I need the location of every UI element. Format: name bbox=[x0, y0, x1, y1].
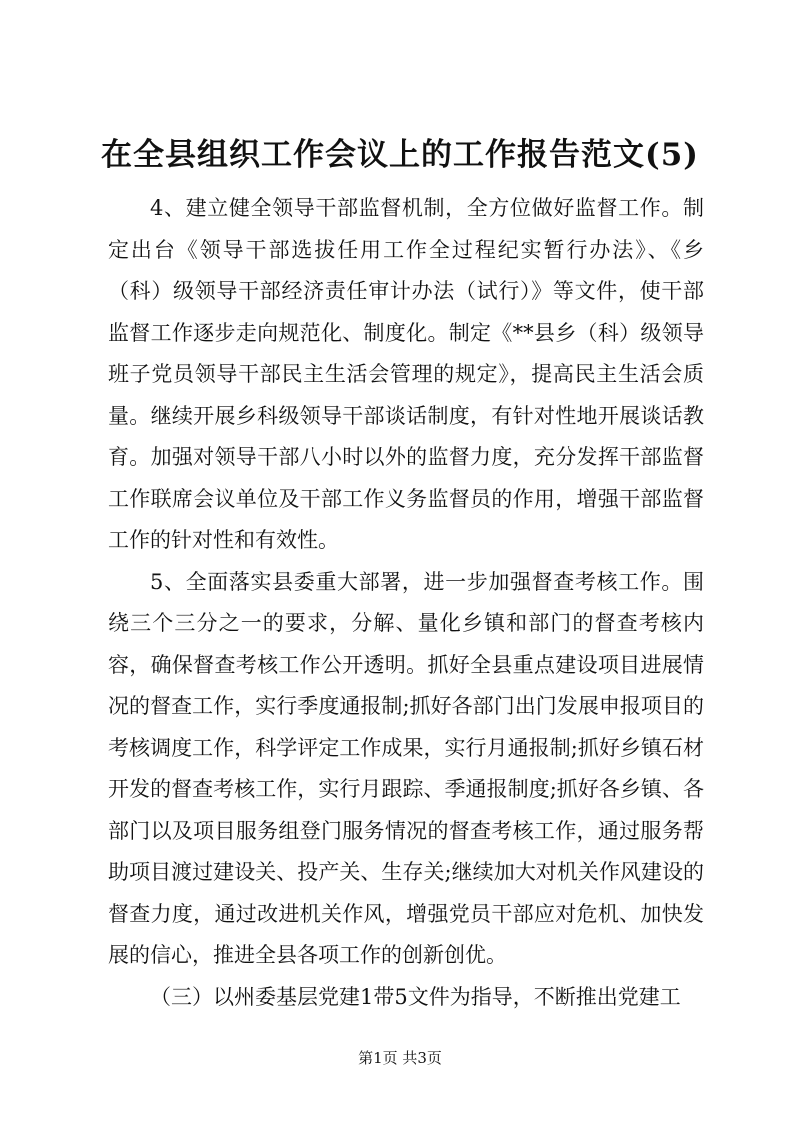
paragraph: 4、建立健全领导干部监督机制，全方位做好监督工作。制定出台《领导干部选拔任用工作全过程纪实暂行办法》、《乡（科）级领导干部经济责任审计办法（试行）》等文件，使干部监督工作逐步走向规范化、制度化。制定《**县乡（科）级领导班子党员领导干部民主生活会管理的规定》，提高民主生活会质量。继续开展乡科级领导干部谈话制度，有针对性地开展谈话教育。加强对领导干部八小时以外的监督力度，充分发挥干部监督工作联席会议单位及干部工作义务监督员的作用，增强干部监督工作的针对性和有效性。 bbox=[108, 196, 704, 552]
paragraph: 5、全面落实县委重大部署，进一步加强督查考核工作。围绕三个三分之一的要求，分解、量化乡镇和部门的督查考核内容，确保督查考核工作公开透明。抓好全县重点建设项目进展情况的督查工作，实行季度通报制;抓好各部门出门发展申报项目的考核调度工作，科学评定工作成果，实行月通报制;抓好乡镇石材开发的督查考核工作，实行月跟踪、季通报制度;抓好各乡镇、各部门以及项目服务组登门服务情况的督查考核工作，通过服务帮助项目渡过建设关、投产关、生存关;继续加大对机关作风建设的督查力度，通过改进机关作风，增强党员干部应对危机、加快发展的信心，推进全县各项工作的创新创优。 bbox=[108, 569, 704, 967]
page-number-footer: 第1页 共3页 bbox=[358, 1049, 442, 1067]
document-body bbox=[108, 188, 704, 1018]
document-title: 在全县组织工作会议上的工作报告范文(5) bbox=[101, 137, 699, 173]
paragraph: （三）以州委基层党建1带5文件为指导，不断推出党建工 bbox=[150, 984, 681, 1009]
